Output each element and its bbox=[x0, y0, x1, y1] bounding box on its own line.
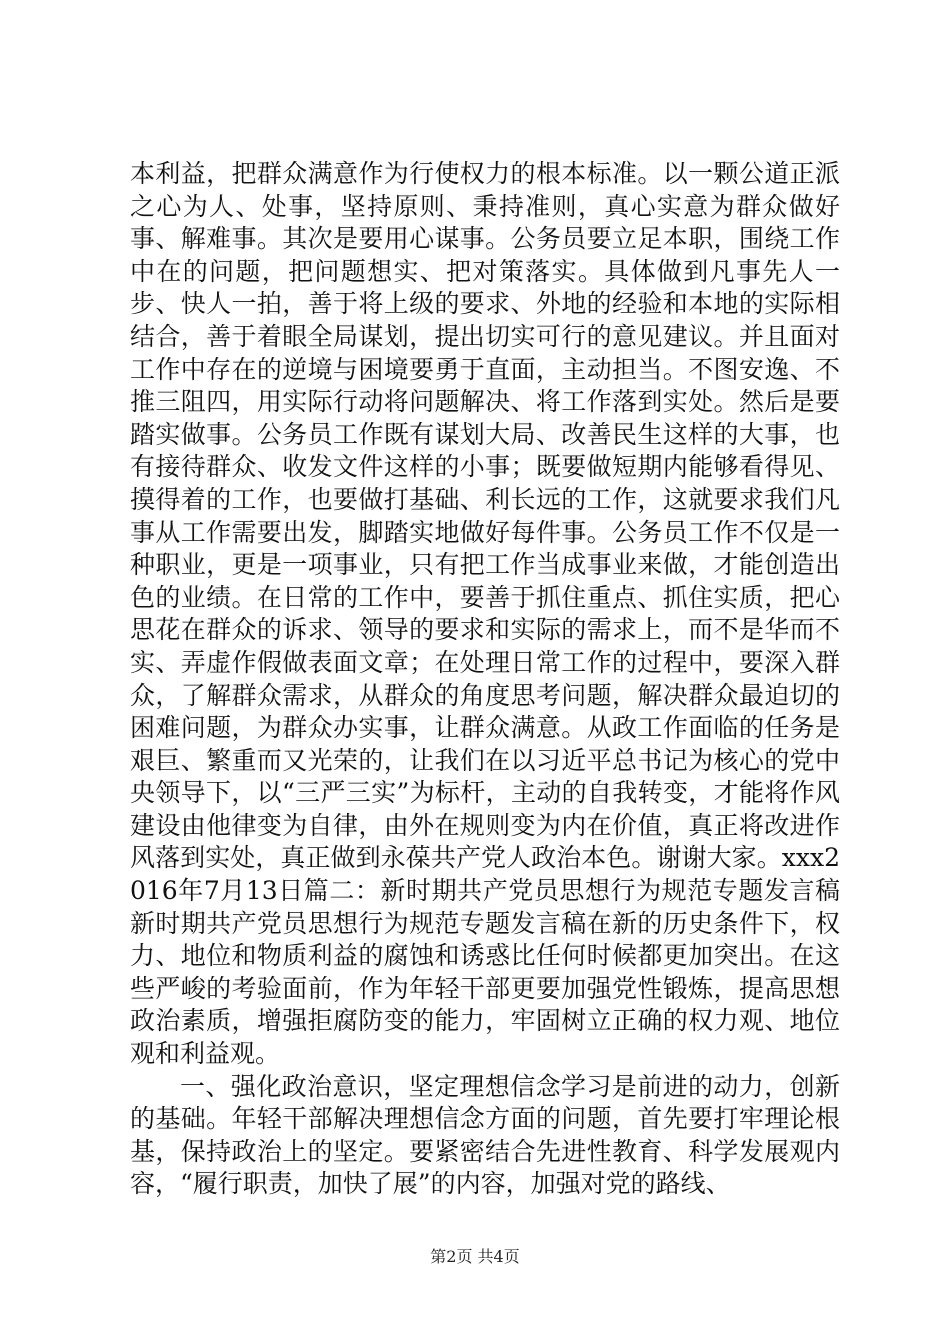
document-body bbox=[130, 158, 840, 1201]
paragraph-2: 一、强化政治意识，坚定理想信念学习是前进的动力，创新的基础。年轻干部解决理想信念方面的问题，首先要打牢理论根基，保持政治上的坚定。要紧密结合先进性教育、科学发展观内容，“履行职责，加快了展”的内容，加强对党的路线、 bbox=[130, 1071, 840, 1199]
page-footer: 第2页 共4页 bbox=[430, 1247, 520, 1266]
paragraph-1: 本利益，把群众满意作为行使权力的根本标准。以一颗公道正派之心为人、处事，坚持原则、秉持准则，真心实意为群众做好事、解难事。其次是要用心谋事。公务员要立足本职，围绕工作中在的问题，把问题想实、把对策落实。具体做到凡事先人一步、快人一拍，善于将上级的要求、外地的经验和本地的实际相结合，善于着眼全局谋划，提出切实可行的意见建议。并且面对工作中存在的逆境与困境要勇于直面，主动担当。不图安逸、不推三阻四，用实际行动将问题解决、将工作落到实处。然后是要踏实做事。公务员工作既有谋划大局、改善民生这样的大事，也有接待群众、收发文件这样的小事；既要做短期内能够看得见、摸得着的工作，也要做打基础、利长远的工作，这就要求我们凡事从工作需要出发，脚踏实地做好每件事。公务员工作不仅是一种职业，更是一项事业，只有把工作当成事业来做，才能创造出色的业绩。在日常的工作中，要善于抓住重点、抓住实质，把心思花在群众的诉求、领导的要求和实际的需求上，而不是华而不实、弄虚作假做表面文章；在处理日常工作的过程中，要深入群众，了解群众需求，从群众的角度思考问题，解决群众最迫切的困难问题，为群众办实事，让群众满意。从政工作面临的任务是艰巨、繁重而又光荣的，让我们在以习近平总书记为核心的党中央领导下，以“三严三实”为标杆，主动的自我转变，才能将作风建设由他律变为自律，由外在规则变为内在价值，真正将改进作风落到实处，真正做到永葆共产党人政治本色。谢谢大家。xxx2016年7月13日篇二：新时期共产党员思想行为规范专题发言稿新时期共产党员思想行为规范专题发言稿在新的历史条件下，权力、地位和物质利益的腐蚀和诱惑比任何时候都更加突出。在这些严峻的考验面前，作为年轻干部更要加强党性锻炼，提高思想政治素质，增强拒腐防变的能力，牢固树立正确的权力观、地位观和利益观。 bbox=[130, 159, 840, 1069]
